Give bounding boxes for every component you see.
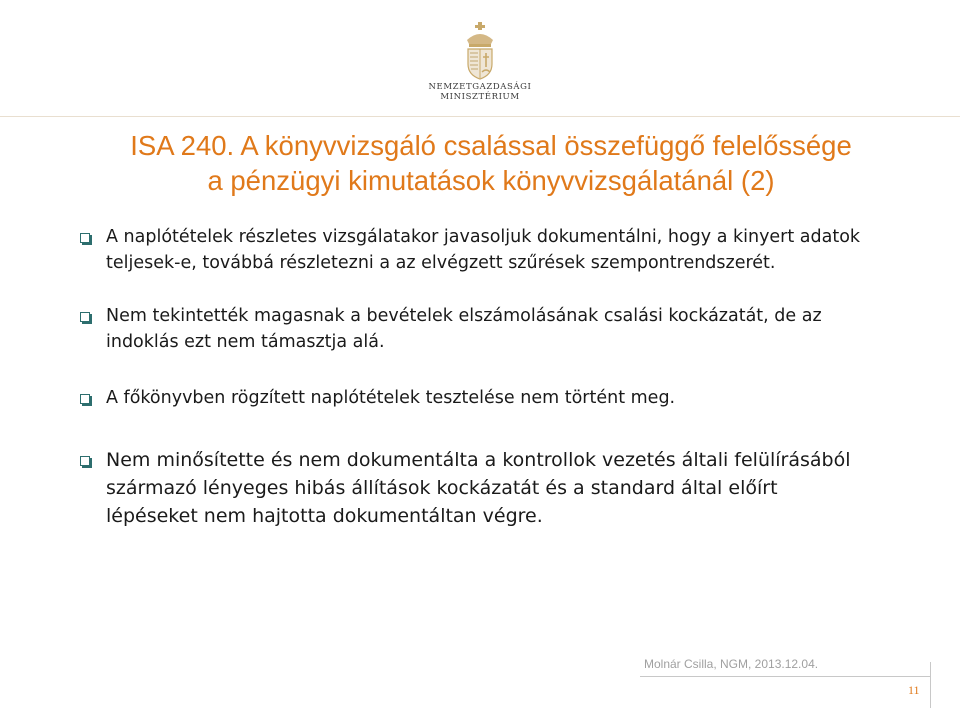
footer-author: Molnár Csilla, NGM, 2013.12.04. [644, 657, 819, 671]
checkbox-bullet-icon [80, 456, 90, 466]
bullet-text: A főkönyvben rögzített naplótételek tesztelése nem történt meg. [106, 388, 676, 408]
bullet-list [76, 224, 866, 530]
page-number: 11 [908, 683, 920, 697]
checkbox-bullet-icon [80, 233, 90, 243]
slide-title-line1: ISA 240. A könyvvizsgáló csalással összefüggő felelőssége [130, 130, 852, 161]
bullet-item [76, 303, 866, 355]
footer-side-divider [930, 662, 931, 708]
checkbox-bullet-icon [80, 394, 90, 404]
ministry-name [412, 82, 548, 102]
bullet-item [76, 224, 866, 276]
coat-of-arms-icon [462, 22, 498, 80]
slide-title [66, 128, 916, 198]
bullet-text: Nem minősítette és nem dokumentálta a kontrollok vezetés általi felülírásából származó lényeges hibás állítások kockázatát és a standard által előírt lépéseket nem hajtotta dokumentáltan végre. [106, 449, 851, 527]
footer-divider [640, 676, 930, 677]
bullet-text: A naplótételek részletes vizsgálatakor javasoljuk dokumentálni, hogy a kinyert adatok teljesek-e, továbbá részletezni a az elvégzett szűrések szempontrendszerét. [106, 227, 861, 273]
bullet-item [76, 385, 866, 411]
bullet-item [76, 446, 866, 530]
slide-title-line2: a pénzügyi kimutatások könyvvizsgálatánál (2) [207, 165, 775, 196]
ministry-logo [412, 22, 548, 110]
bullet-text: Nem tekintették magasnak a bevételek elszámolásának csalási kockázatát, de az indoklás ezt nem támasztja alá. [106, 306, 822, 352]
header-divider [0, 116, 960, 117]
ministry-name-line1: NEMZETGAZDASÁGI [428, 82, 532, 92]
ministry-name-line2: MINISZTÉRIUM [440, 92, 520, 102]
checkbox-bullet-icon [80, 312, 90, 322]
